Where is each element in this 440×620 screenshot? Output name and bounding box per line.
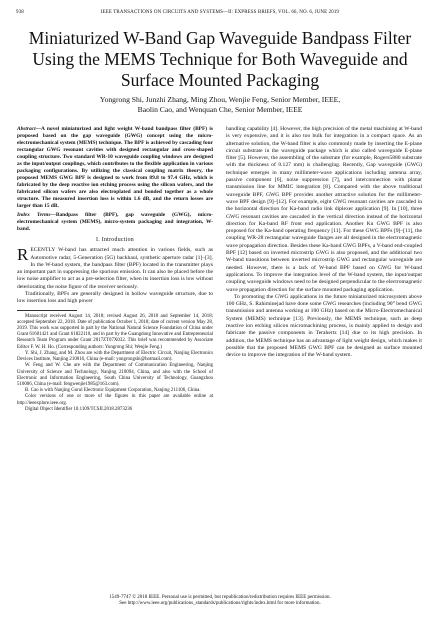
body-paragraph-2: To promoting the GWG applications in the future miniaturized microsystem above 100 GHz, S. Rahiminejad have done some GWG researches (including 90° bend GWG transmission and antenna working at 100 GHz) based on the Micro-Electromechanical System (MEMS) technique [13]. Previously, the MEMS technique, such as deep reactive ion etching silicon micromachining process, is mainly applied to design and fabricate the passive components in Terahertz [14] due to its high precision. In addition, the MEMS technique has an advantage of light weight design, which makes it possible that the proposed MEMS GWG BPF can be designed as surface mounted device to improve the integration of the W-band system. (226, 293, 422, 359)
authors-line-2: Baolin Cao, and Wenquan Che, Senior Member, IEEE (137, 105, 303, 114)
footnote-doi: Digital Object Identifier 10.1109/TCSII.2018.2873236 (25, 406, 133, 412)
intro-paragraph-2: Traditionally, BPFs are generally designed in hollow waveguide structure, due to low insertion loss and high power (17, 291, 213, 305)
abstract-text: A novel miniaturized and light weight W-band bandpass filter (BPF) is proposed based on the gap waveguide (GWG) concept using the micro-electromechanical system (MEMS) technique. The BPF is achieved by cascading four rectangular GWG resonant cavities with designed rectangular and cross-shaped coupling structure. Two standard WR-10 waveguide coupling windows are designed as the input/output couplings, which contributes to the flexible application in various packaging configurations. By utilizing the classical coupling matrix theory, the proposed MEMS GWG BPF is designed to work from 89.8 to 97.4 GHz, which is fabricated by the deep reactive ion etching process using the silicon wafers, and the fabricated silicon wafers are also electroplated and bonded together as a whole structure. The measured insertion loss is within 1.6 dB, and the return losses are larger than 15 dB. (17, 126, 213, 209)
section-heading: I. Introduction (96, 237, 134, 243)
running-header (16, 10, 424, 19)
footnote-divider (17, 310, 77, 311)
left-column (17, 126, 213, 413)
footer-link: See http://www.ieee.org/publications_standards/publications/rights/index.html for more information. (119, 601, 321, 607)
journal-name: IEEE TRANSACTIONS ON CIRCUITS AND SYSTEMS—II: EXPRESS BRIEFS, VOL. 66, NO. 6, JUNE 2019 (100, 10, 340, 15)
footnote-3: W. Feng and W. Che are with the Department of Communication Engineering, Nanjing University of Science and Technology, Nanjing 210094, China, and also with the School of Electronic and Information Engineering, South China University of Technology, Guangzhou 510006, China (e-mail: fengwenjie1985@163.com). (17, 363, 213, 387)
footnote-1: Manuscript received August 14, 2018; revised August 26, 2018 and September 14, 2018; accepted September 22, 2018. Date of publication October 1, 2018; date of current version May 28, 2019. This work was supported in part by the National Natural Science Foundation of China under Grant 61601421 and Grant 61822110, and in part by the Guangdong Innovative and Entrepreneurial Research Team Program under Grant 2017ZT07X032. This brief was recommended by Associate Editor F. W. H. Ho. (Corresponding authors: Yongrong Shi; Wenjie Feng.) (17, 313, 213, 350)
keywords-label: Index Terms— (17, 212, 56, 218)
intro-text-1: ECENTLY W-band has attracted much attention in various fields, such as Automotive radar, 5-Generation (5G) backhaul, synthetic aperture radar [1]–[3]. In the W-band system, the bandpass filter (BPF) located in the transmitter plays an important part in suppressing the spurious emission. It can also be placed before the low noise amplifier to act as a pre-selection filter, when its insertion loss is low without deteriorating the noise figure of the receiver seriously. (17, 247, 213, 290)
body-paragraph-1: handling capability [4]. However, the high precision of the metal machining at W-band is very expensive, and it is also too bulk for integration in a compact space. As an alternative solution, the W-band filter is also commonly made by inserting the E-plane circuit substrate in the waveguide package which is also called waveguide E-plane filter [5]. However, the assembling of the substrate (for example, Rogers5880 substrate with the thickness of 0.127 mm) is challenging. Recently, Gap waveguide (GWG) technique emerges in many millimeter-wave applications including antenna array, passive component [6], noise suppression [7], and interconnection with planar transmission line for MMIC integration [8]. Compared with the above traditional waveguide BPF, GWG BPF provides another attractive solution for the millimeter-wave BPF design [9]–[12]. For example, eight GWG resonant cavities are cascaded in the horizontal direction for Ka-band radio link diplexer application [9]. In [10], three GWG resonant cavities are cascaded in the vertical direction instead of the horizontal direction for Ka-band RF front end application. Another Ku GWG BPF is also proposed for the Ka-band operating frequency [11]. For these GWG BPFs [9]–[11], the coupling WR-28 rectangular waveguide flanges are all designed in the electromagnetic wave propagation direction. Besides these Ka-band GWG BPFs, a V-band end-coupled BPF [12] based on inverted microstrip GWG is also proposed, and the additional two W-band transitions between inverted microstrip GWG and rectangular waveguide are needed. However, there is a lack of W-band BPF based on GWG for W-band applications. To improve the integration level of the W-band system, the input/output coupling waveguide windows need to be designed perpendicular to the electromagnetic wave propagation direction for the surface mounted packaging application. (226, 126, 422, 293)
page-number: 938 (16, 10, 24, 15)
index-terms (17, 212, 213, 233)
drop-cap: R (17, 245, 29, 265)
abstract-label: Abstract— (17, 126, 41, 132)
intro-paragraph-1 (17, 247, 213, 291)
keywords-text: Bandpass filter (BPF), gap waveguide (GWG), micro-electromechanical system (MEMS), micro-system packaging and integration, W-band. (17, 212, 213, 232)
paper-title: Miniaturized W-Band Gap Waveguide Bandpass Filter Using the MEMS Technique for Both Waveguide and Surface Mounted Packaging (28, 28, 412, 90)
right-column (226, 126, 422, 360)
authors-line-1: Yongrong Shi, Junzhi Zhang, Ming Zhou, Wenjie Feng, Senior Member, IEEE, (99, 95, 341, 104)
footer-copyright: 1549-7747 © 2018 IEEE. Personal use is permitted, but republication/redistribution requires IEEE permission. (109, 595, 331, 600)
abstract (17, 126, 213, 210)
footnote-4: B. Cao is with Nanjing Gorul Electronic Equipment Corporation, Nanjing 211106, China. (25, 388, 201, 394)
author-list (30, 95, 410, 115)
footnote-2: Y. Shi, J. Zhang, and M. Zhou are with the Department of Electric Circuit, Nanjing Electronics Devices Institute, Nanjing 210016, China (e-mail: yongrongshi@hotmail.com). (17, 350, 213, 363)
footnote-5: Color versions of one or more of the figures in this paper are available online at http://ieeexplore.ieee.org. (17, 394, 213, 406)
copyright-footer (30, 595, 410, 608)
